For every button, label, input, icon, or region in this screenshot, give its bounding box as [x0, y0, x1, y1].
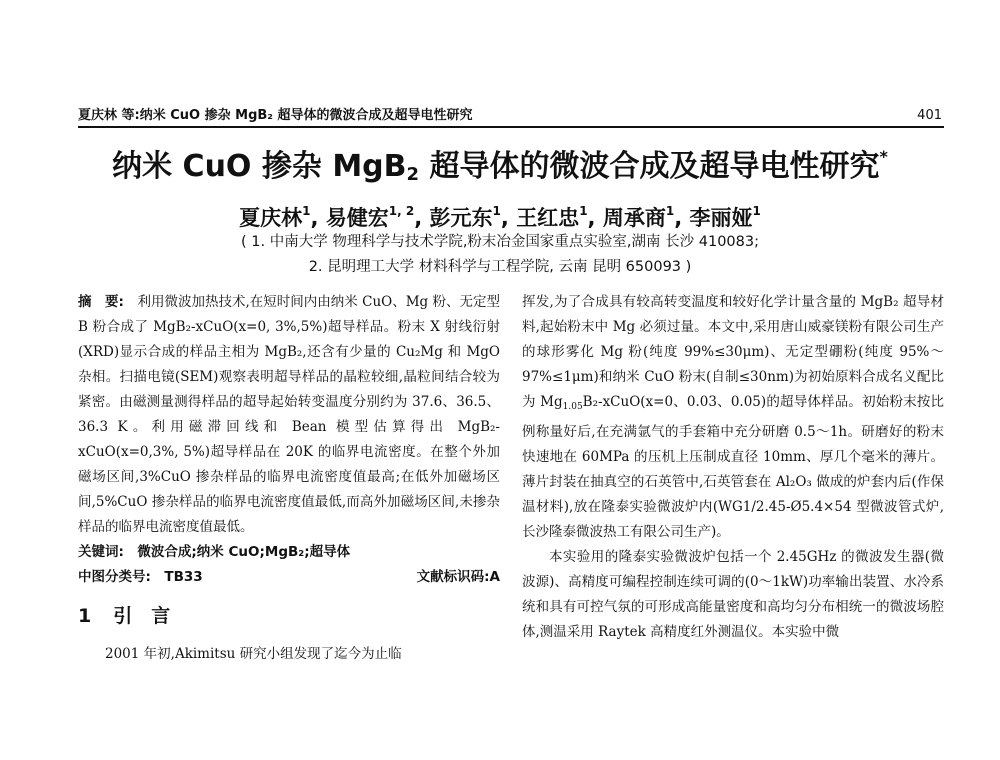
author-name: 李丽娅	[689, 206, 753, 230]
author-list: 夏庆林$^1$, 易健宏$^{1, 2}$, 彭元东$^1$, 王红忠$^1$, 周承商$^1$, 李丽娅$^1$	[239, 204, 761, 230]
title-footnote-mark: *	[879, 147, 888, 166]
abstract-label: 摘 要:	[78, 294, 124, 310]
title-suffix: 超导体的微波合成及超导电性研究	[419, 149, 880, 184]
classification	[78, 565, 500, 590]
methods-paragraph	[522, 290, 944, 545]
author-name: 周承商	[602, 206, 666, 230]
author-affiliation-mark: 1	[492, 204, 501, 218]
methods-text-end: B₂-xCuO(x=0、0.03、0.05)的超导体样品。初始粉末按比例称量好后,在充满氩气的手套箱中充分研磨 0.5～1h。研磨好的粉末快速地在 60MPa 的压机上压制成直径 10mm、厚几个毫米的薄片。薄片封装在抽真空的石英管中,石英管套在 Al₂O₃ 做成的炉套内后(作保温材料),放在隆泰实验微波炉内(WG1/2.45-Ø5.4×54 型微波管式炉,长沙隆泰微波热工有限公司生产)。	[522, 394, 944, 540]
running-header	[78, 108, 942, 124]
keywords-label: 关键词:	[78, 544, 124, 560]
author-affiliation-mark: 1, 2	[388, 204, 415, 218]
right-column	[522, 290, 944, 645]
author-name: 夏庆林	[239, 206, 303, 230]
author-name: 王红忠	[516, 206, 580, 230]
author-name: 彭元东	[429, 206, 493, 230]
author-affiliation-mark: 1	[302, 204, 311, 218]
abstract	[78, 290, 500, 540]
affiliation-1: ( 1. 中南大学 物理科学与技术学院,粉末冶金国家重点实验室,湖南 长沙 410083;	[241, 234, 759, 250]
classification-code: TB33	[164, 569, 203, 585]
title-subscript: 2	[406, 164, 420, 185]
author-affiliation-mark: 1	[752, 204, 761, 218]
document-code	[417, 565, 500, 590]
keywords	[78, 540, 500, 565]
author-name: 易健宏	[325, 206, 389, 230]
section-title: 引 言	[113, 605, 171, 627]
article-title	[50, 139, 950, 193]
methods-text-start: 挥发,为了合成具有较高转变温度和较好化学计量含量的 MgB₂ 超导材料,起始粉末中 Mg 必须过量。本文中,采用唐山威豪镁粉有限公司生产的球形雾化 Mg 粉(纯度 99%≤30μm)、无定型硼粉(纯度 95%～97%≤1μm)和纳米 CuO 粉末(自制≤30nm)为初始原料合成名义配比为 Mg	[522, 294, 944, 410]
header-rule	[78, 126, 944, 128]
affiliation-2: 2. 昆明理工大学 材料科学与工程学院, 云南 昆明 650093 )	[308, 259, 692, 275]
formula-subscript: 1.05	[562, 402, 583, 412]
section-heading	[78, 604, 500, 628]
author-affiliation-mark: 1	[579, 204, 588, 218]
author-affiliation-mark: 1	[665, 204, 675, 218]
classification-label: 中图分类号:	[78, 569, 151, 585]
keywords-text: 微波合成;纳米 CuO;MgB₂;超导体	[137, 544, 351, 560]
document-code-label: 文献标识码:	[416, 569, 490, 585]
running-title: 夏庆林 等:纳米 CuO 掺杂 MgB₂ 超导体的微波合成及超导电性研究	[78, 108, 473, 123]
section-number: 1	[78, 605, 92, 627]
abstract-text: 利用微波加热技术,在短时间内由纳米 CuO、Mg 粉、无定型 B 粉合成了 MgB₂-xCuO(x=0, 3%,5%)超导样品。粉末 X 射线衍射(XRD)显示合成的样品主相为 MgB₂,还含有少量的 Cu₂Mg 和 MgO 杂相。扫描电镜(SEM)观察表明超导样品的晶粒较细,晶粒间结合较为紧密。由磁测量测得样品的超导起始转变温度分别约为 37.6、36.5、36.3 K。利用磁滞回线和 Bean 模型估算得出 MgB₂-xCuO(x=0,3%, 5%)超导样品在 20K 的临界电流密度。在整个外加磁场区间,3%CuO 掺杂样品的临界电流密度值最高;在低外加磁场区间,5%CuO 掺杂样品的临界电流密度值最低,而高外加磁场区间,未掺杂样品的临界电流密度值最低。	[78, 294, 500, 535]
apparatus-paragraph: 本实验用的隆泰实验微波炉包括一个 2.45GHz 的微波发生器(微波源)、高精度可编程控制连续可调的(0～1kW)功率输出装置、水冷系统和具有可控气氛的可形成高能量密度和高均匀分布相统一的微波场腔体,测温采用 Raytek 高精度红外测温仪。本实验中微	[522, 549, 944, 640]
document-code-value: A	[489, 569, 500, 585]
left-column	[78, 290, 500, 667]
page-number: 401	[917, 108, 942, 123]
title-prefix: 纳米 CuO 掺杂 MgB	[112, 149, 407, 184]
introduction-paragraph: 2001 年初,Akimitsu 研究小组发现了迄今为止临	[105, 646, 402, 662]
